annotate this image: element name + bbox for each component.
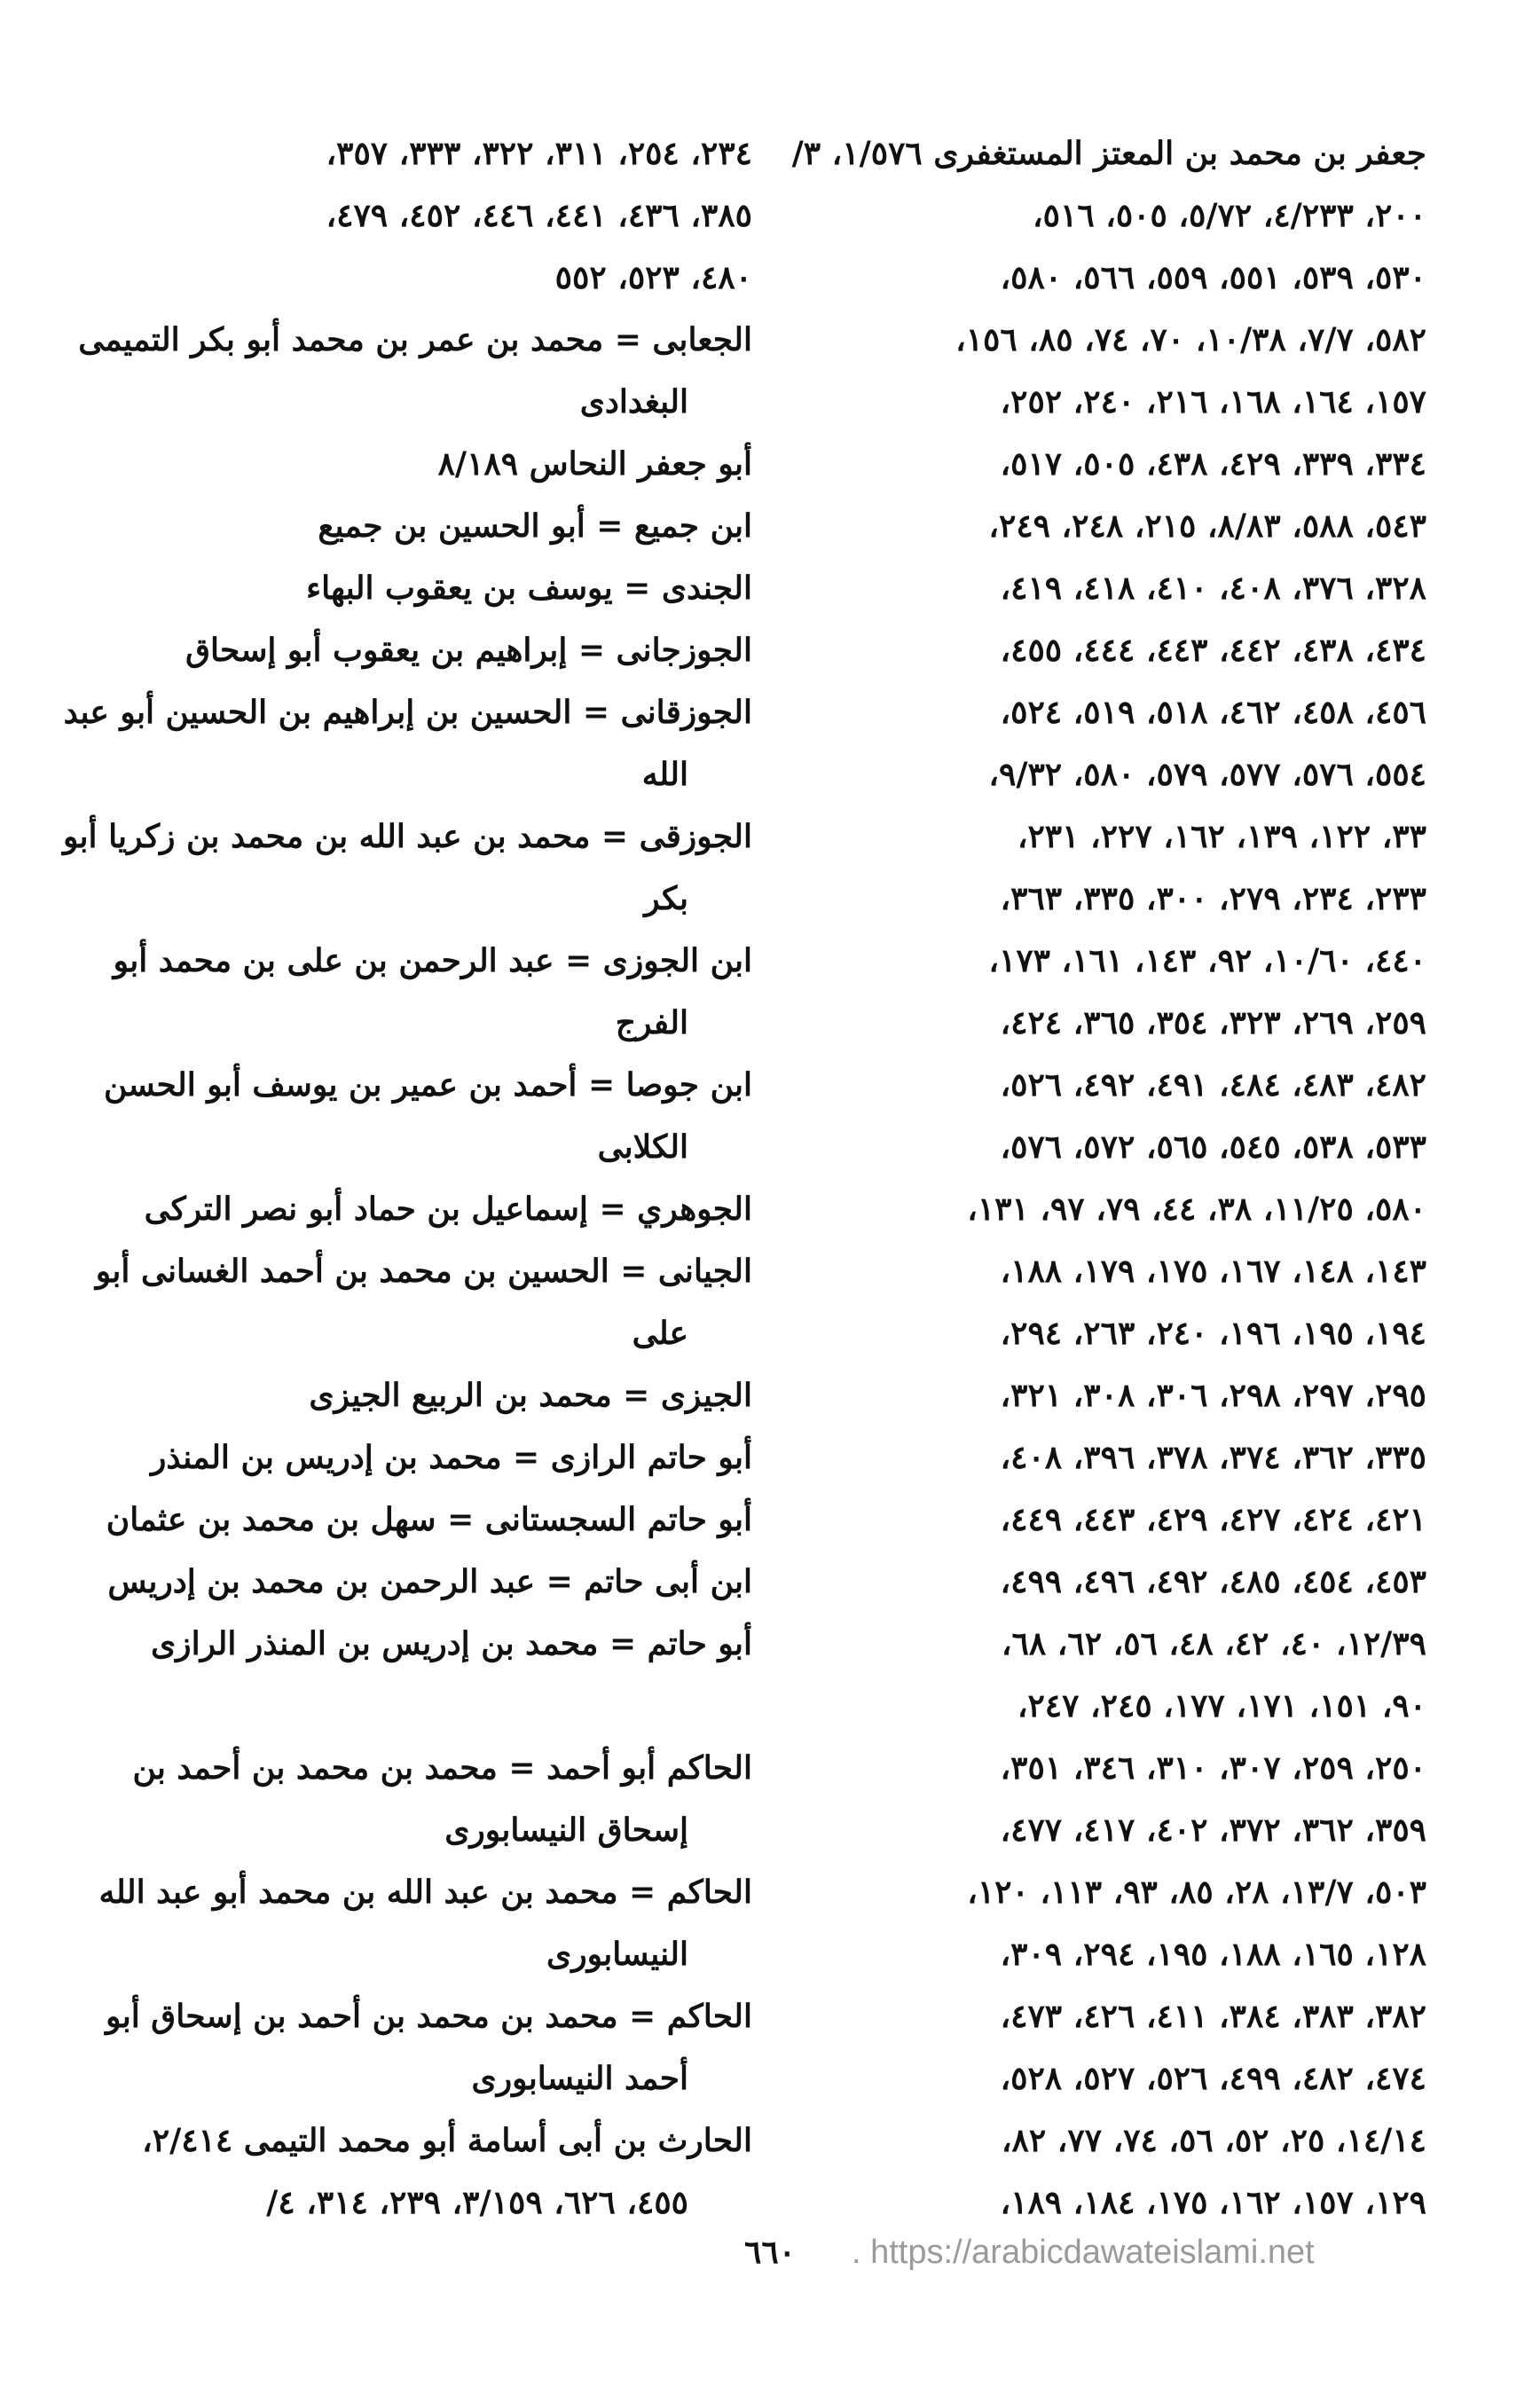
index-continuation-line: الله xyxy=(641,756,688,793)
index-line: ٥٠٣، ١٣/٧، ٢٨، ٨٥، ٩٣، ١١٣، ١٢٠، xyxy=(967,1874,1426,1911)
index-line: ٣٢٨، ٣٧٦، ٤٠٨، ٤١٠، ٤١٨، ٤١٩، xyxy=(1000,570,1426,607)
watermark-url: . https://arabicdawateislami.net xyxy=(852,2234,1315,2271)
index-line: ٤٢١، ٤٢٤، ٤٢٧، ٤٢٩، ٤٤٣، ٤٤٩، xyxy=(1000,1501,1426,1538)
index-line: الجيزى = محمد بن الربيع الجيزى xyxy=(309,1377,752,1414)
index-continuation-line: إسحاق النيسابورى xyxy=(444,1811,688,1849)
index-continuation-line: النيسابورى xyxy=(546,1936,688,1973)
index-line: ٥٨٢، ٧/٧، ١٠/٣٨، ٧٠، ٧٤، ٨٥، ١٥٦، xyxy=(955,321,1426,358)
index-line: الحاكم = محمد بن محمد بن أحمد بن إسحاق أبو xyxy=(106,1998,752,2035)
index-line: ٥٤٣، ٥٨٨، ٨/٨٣، ٢١٥، ٢٤٨، ٢٤٩، xyxy=(988,507,1426,545)
index-column-right xyxy=(791,122,1426,2234)
index-line: جعفر بن محمد بن المعتز المستغفرى ١/٥٧٦، ٣/ xyxy=(791,135,1426,172)
index-continuation-line: بكر xyxy=(644,880,688,917)
index-line xyxy=(114,1675,752,1737)
index-line: الجندى = يوسف بن يعقوب البهاء xyxy=(306,570,752,607)
index-line: ١٢٨، ١٦٥، ١٨٨، ١٩٥، ٢٩٤، ٣٠٩، xyxy=(1000,1936,1426,1973)
index-line: ٥٣٠، ٥٣٩، ٥٥١، ٥٥٩، ٥٦٦، ٥٨٠، xyxy=(1000,259,1426,296)
index-line: ٣٨٥، ٤٣٦، ٤٤١، ٤٤٦، ٤٥٢، ٤٧٩، xyxy=(326,197,752,234)
index-line: الحاكم = محمد بن عبد الله بن محمد أبو عبد الله xyxy=(98,1874,752,1911)
index-line: الجعابى = محمد بن عمر بن محمد أبو بكر التميمى xyxy=(78,321,752,358)
index-line: أبو جعفر النحاس ٨/١٨٩ xyxy=(437,445,752,483)
index-line: أبو حاتم السجستانى = سهل بن محمد بن عثمان xyxy=(106,1501,752,1538)
index-line: ٢٣٣، ٢٣٤، ٢٧٩، ٣٠٠، ٣٣٥، ٣٦٣، xyxy=(1000,880,1426,917)
index-column-left xyxy=(62,122,752,2234)
index-continuation-line: على xyxy=(632,1315,688,1352)
index-line: ٣٣٥، ٣٦٢، ٣٧٤، ٣٧٨، ٣٩٦، ٤٠٨، xyxy=(1000,1439,1426,1476)
index-line: ١٢٩، ١٥٧، ١٦٢، ١٧٥، ١٨٤، ١٨٩، xyxy=(1000,2184,1426,2221)
index-line: ٤٣٤، ٤٣٨، ٤٤٢، ٤٤٣، ٤٤٤، ٤٥٥، xyxy=(1000,632,1426,669)
index-line: ٥٣٣، ٥٣٨، ٥٤٥، ٥٦٥، ٥٧٢، ٥٧٦، xyxy=(1000,1128,1426,1166)
index-line: الحارث بن أبى أسامة أبو محمد التيمى ٢/٤١٤، xyxy=(142,2122,752,2159)
index-line: ٢٥٩، ٢٦٩، ٣٢٣، ٣٥٤، ٣٦٥، ٤٢٤، xyxy=(1000,1004,1426,1041)
index-line: الجوزقى = محمد بن عبد الله بن محمد بن زكريا أبو xyxy=(62,818,752,855)
index-line: ابن جميع = أبو الحسين بن جميع xyxy=(318,507,752,545)
index-line: ٢٠٠، ٤/٢٣٣، ٥/٧٢، ٥٠٥، ٥١٦، xyxy=(1033,197,1426,234)
index-line: ١٤٣، ١٤٨، ١٦٧، ١٧٥، ١٧٩، ١٨٨، xyxy=(1000,1253,1426,1290)
index-continuation-line: الكلابى xyxy=(597,1128,688,1166)
index-line: ٣٨٢، ٣٨٣، ٣٨٤، ٤١١، ٤٢٦، ٤٧٣، xyxy=(1000,1998,1426,2035)
index-line: ابن أبى حاتم = عبد الرحمن بن محمد بن إدريس xyxy=(107,1563,752,1600)
index-line: ٩٠، ١٥١، ١٧١، ١٧٧، ٢٤٥، ٢٤٧، xyxy=(1017,1687,1426,1724)
index-line: ٢٣٤، ٢٥٤، ٣١١، ٣٢٢، ٣٣٣، ٣٥٧، xyxy=(326,135,752,172)
index-line: ٤٧٤، ٤٨٢، ٤٩٩، ٥٢٦، ٥٢٧، ٥٢٨، xyxy=(1000,2060,1426,2097)
index-continuation-line: الفرج xyxy=(615,1004,688,1041)
index-line: ١٩٤، ١٩٥، ١٩٦، ٢٤٠، ٢٦٣، ٢٩٤، xyxy=(1000,1315,1426,1352)
index-line: ١٤/١٤، ٢٥، ٥٢، ٥٦، ٧٤، ٧٧، ٨٢، xyxy=(1001,2122,1426,2159)
index-line: الجوزقانى = الحسين بن إبراهيم بن الحسين أبو عبد xyxy=(63,694,752,731)
index-line: ٢٩٥، ٢٩٧، ٢٩٨، ٣٠٦، ٣٠٨، ٣٢١، xyxy=(1000,1377,1426,1414)
index-line: ٣٣، ١٢٢، ١٣٩، ١٦٢، ٢٢٧، ٢٣١، xyxy=(1017,818,1426,855)
index-line: ابن جوصا = أحمد بن عمير بن يوسف أبو الحسن xyxy=(103,1066,752,1104)
index-line: ٢٥٠، ٢٥٩، ٣٠٧، ٣١٠، ٣٤٦، ٣٥١، xyxy=(1000,1749,1426,1787)
index-line: ابن الجوزى = عبد الرحمن بن على بن محمد أبو xyxy=(113,942,752,979)
index-line: الحاكم أبو أحمد = محمد بن محمد بن أحمد بن xyxy=(132,1749,752,1787)
index-line: الجيانى = الحسين بن محمد بن أحمد الغسانى أبو xyxy=(95,1253,752,1290)
index-line: ١٢/٣٩، ٤٠، ٤٢، ٤٨، ٥٦، ٦٢، ٦٨، xyxy=(1001,1625,1426,1662)
index-line: ٤٨٠، ٥٢٣، ٥٥٢ xyxy=(554,259,752,296)
index-line: ٤٥٣، ٤٥٤، ٤٨٥، ٤٩٢، ٤٩٦، ٤٩٩، xyxy=(1000,1563,1426,1600)
index-line: الجوزجانى = إبراهيم بن يعقوب أبو إسحاق xyxy=(185,632,752,669)
index-line: ٥٥٤، ٥٧٦، ٥٧٧، ٥٧٩، ٥٨٠، ٩/٣٢، xyxy=(988,756,1426,793)
index-line: ٥٨٠، ١١/٢٥، ٣٨، ٤٤، ٧٩، ٩٧، ١٣١، xyxy=(967,1190,1426,1228)
index-line: ١٥٧، ١٦٤، ١٦٨، ٢١٦، ٢٤٠، ٢٥٢، xyxy=(1000,383,1426,420)
index-line: ٣٣٤، ٣٣٩، ٤٢٩، ٤٣٨، ٥٠٥، ٥١٧، xyxy=(1000,445,1426,483)
index-line: ٤٨٢، ٤٨٣، ٤٨٤، ٤٩١، ٤٩٢، ٥٢٦، xyxy=(1000,1066,1426,1104)
index-continuation-line: البغدادى xyxy=(579,383,688,420)
index-line: ٤٤٠، ١٠/٦٠، ٩٢، ١٤٣، ١٦١، ١٧٣، xyxy=(988,942,1426,979)
index-line: الجوهري = إسماعيل بن حماد أبو نصر التركى xyxy=(144,1190,752,1228)
page-number: ٦٦٠ xyxy=(743,2234,796,2271)
index-continuation-line: ٤٥٥، ٦٢٦، ٣/١٥٩، ٢٣٩، ٣١٤، ٤/ xyxy=(266,2184,688,2221)
index-line: ٤٥٦، ٤٥٨، ٤٦٢، ٥١٨، ٥١٩، ٥٢٤، xyxy=(1000,694,1426,731)
index-continuation-line: أحمد النيسابورى xyxy=(471,2060,688,2097)
index-line: أبو حاتم = محمد بن إدريس بن المنذر الرازى xyxy=(151,1625,752,1662)
index-line: أبو حاتم الرازى = محمد بن إدريس بن المنذر xyxy=(151,1439,752,1476)
index-line: ٣٥٩، ٣٦٢، ٣٧٢، ٤٠٢، ٤١٧، ٤٧٧، xyxy=(1000,1811,1426,1849)
